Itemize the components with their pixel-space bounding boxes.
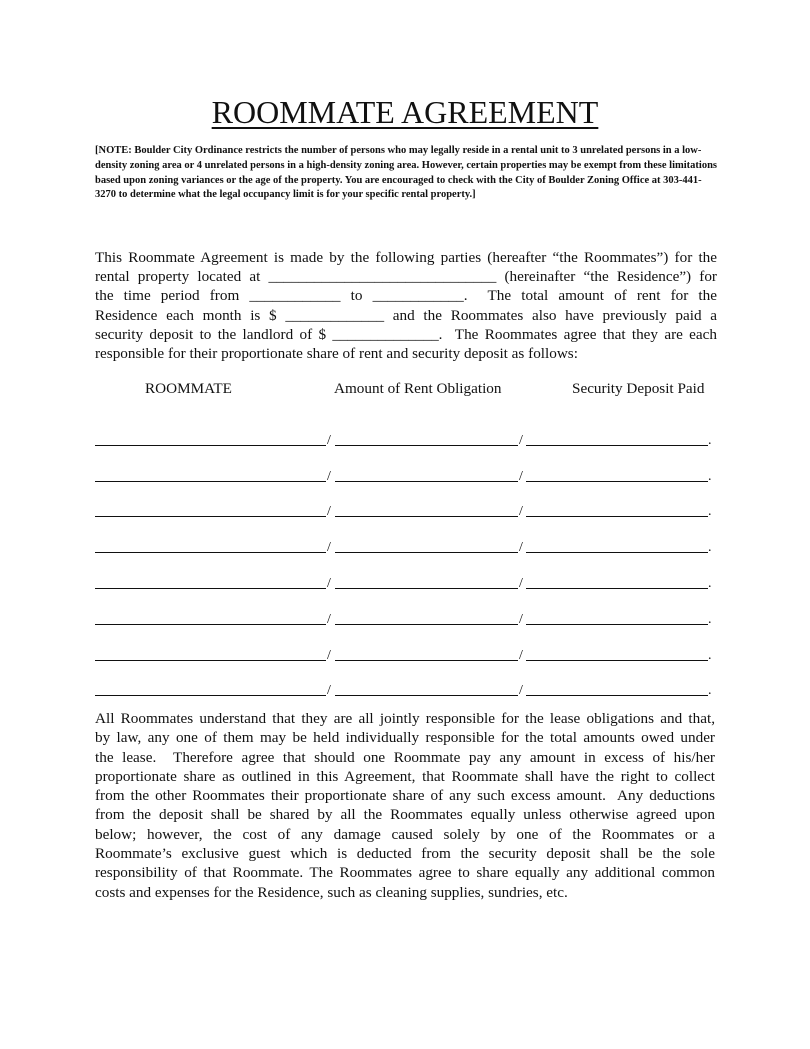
rent-amount-line[interactable] (335, 695, 518, 696)
column-separator: / (327, 611, 331, 627)
row-terminator: . (708, 683, 712, 699)
rent-amount-line[interactable] (335, 481, 518, 482)
column-separator: / (327, 468, 331, 484)
column-header-deposit: Security Deposit Paid (572, 380, 705, 397)
deposit-amount-line[interactable] (526, 624, 708, 625)
rent-amount-line[interactable] (335, 624, 518, 625)
occupancy-note: [NOTE: Boulder City Ordinance restricts the number of persons who may legally reside in a rental unit to 3 unrelated persons in a low-density zoning area or 4 unrelated persons in a high-density zoning area. However, certain properties may be exempt from these limitations based upon zoning variances or the age of the property. You are encouraged to check with the City of Boulder Zoning Office at 303-441-3270 to determine what the legal occupancy limit is for your specific rental property.] (95, 145, 717, 201)
rent-amount-line[interactable] (335, 660, 518, 661)
deposit-amount-line[interactable] (526, 588, 708, 589)
roommate-name-line[interactable] (95, 445, 326, 446)
column-separator: / (327, 575, 331, 591)
rent-amount-line[interactable] (335, 516, 518, 517)
roommate-row (95, 414, 715, 450)
roommate-name-line[interactable] (95, 516, 326, 517)
column-separator: / (327, 504, 331, 520)
column-separator: / (519, 504, 523, 520)
deposit-amount-line[interactable] (526, 445, 708, 446)
roommate-row (95, 521, 715, 557)
roommate-name-line[interactable] (95, 588, 326, 589)
body-line: below; however, the cost of any damage caused solely by one of the Roommates or a (95, 825, 715, 843)
intro-line: Residence each month is $ _____________ and the Roommates also have previously paid a (95, 306, 717, 324)
intro-line: security deposit to the landlord of $ ______________. The Roommates agree that they are each (95, 325, 717, 343)
row-terminator: . (708, 647, 712, 663)
row-terminator: . (708, 611, 712, 627)
document-title-text: ROOMMATE AGREEMENT (211, 94, 599, 130)
roommate-row (95, 450, 715, 486)
roommate-row (95, 593, 715, 629)
deposit-amount-line[interactable] (526, 481, 708, 482)
rent-amount-line[interactable] (335, 588, 518, 589)
column-separator: / (519, 432, 523, 448)
body-line: proportionate share as outlined in this Agreement, that Roommate shall have the right to collect (95, 767, 715, 785)
body-line: the lease. Therefore agree that should one Roommate pay any amount in excess of his/her (95, 748, 715, 766)
roommate-row (95, 629, 715, 665)
intro-line: responsible for their proportionate share of rent and security deposit as follows: (95, 345, 578, 363)
column-separator: / (327, 683, 331, 699)
intro-line: rental property located at ______________________________ (hereinafter “the Residence”) for (95, 268, 717, 286)
body-line: by law, any one of them may be held individually responsible for the total amounts owed under (95, 729, 715, 747)
column-separator: / (519, 468, 523, 484)
row-terminator: . (708, 468, 712, 484)
column-separator: / (519, 575, 523, 591)
roommate-name-line[interactable] (95, 624, 326, 625)
deposit-amount-line[interactable] (526, 552, 708, 553)
intro-line: the time period from ____________ to ____________. The total amount of rent for the (95, 287, 717, 305)
row-terminator: . (708, 504, 712, 520)
column-separator: / (327, 647, 331, 663)
row-terminator: . (708, 540, 712, 556)
deposit-amount-line[interactable] (526, 695, 708, 696)
rent-amount-line[interactable] (335, 445, 518, 446)
roommate-name-line[interactable] (95, 552, 326, 553)
rent-amount-line[interactable] (335, 552, 518, 553)
document-title (0, 92, 810, 132)
deposit-amount-line[interactable] (526, 660, 708, 661)
roommate-name-line[interactable] (95, 695, 326, 696)
liability-paragraph (95, 709, 715, 902)
intro-paragraph (95, 248, 717, 363)
roommate-row (95, 557, 715, 593)
body-line: from the deposit shall be shared by all the Roommates equally unless otherwise agreed upon (95, 806, 715, 824)
column-header-rent: Amount of Rent Obligation (334, 380, 502, 397)
roommate-name-line[interactable] (95, 660, 326, 661)
row-terminator: . (708, 575, 712, 591)
column-header-roommate: ROOMMATE (145, 380, 232, 397)
row-terminator: . (708, 432, 712, 448)
column-separator: / (519, 683, 523, 699)
body-line: responsibility of that Roommate. The Roommates agree to share equally any additional common (95, 864, 715, 882)
roommate-row (95, 486, 715, 522)
column-separator: / (519, 540, 523, 556)
column-separator: / (327, 540, 331, 556)
body-line: costs and expenses for the Residence, such as cleaning supplies, sundries, etc. (95, 883, 568, 901)
body-line: from the other Roommates their proportionate share of any such excess amount. Any deductions (95, 787, 715, 805)
intro-line: This Roommate Agreement is made by the following parties (hereafter “the Roommates”) for the (95, 249, 717, 266)
deposit-amount-line[interactable] (526, 516, 708, 517)
roommate-name-line[interactable] (95, 481, 326, 482)
roommate-row (95, 665, 715, 701)
column-separator: / (519, 647, 523, 663)
body-line: Roommate’s exclusive guest which is deducted from the security deposit shall be the sole (95, 845, 715, 863)
body-line: All Roommates understand that they are all jointly responsible for the lease obligations and that, (95, 710, 715, 727)
column-separator: / (327, 432, 331, 448)
roommate-table (95, 414, 715, 700)
column-separator: / (519, 611, 523, 627)
